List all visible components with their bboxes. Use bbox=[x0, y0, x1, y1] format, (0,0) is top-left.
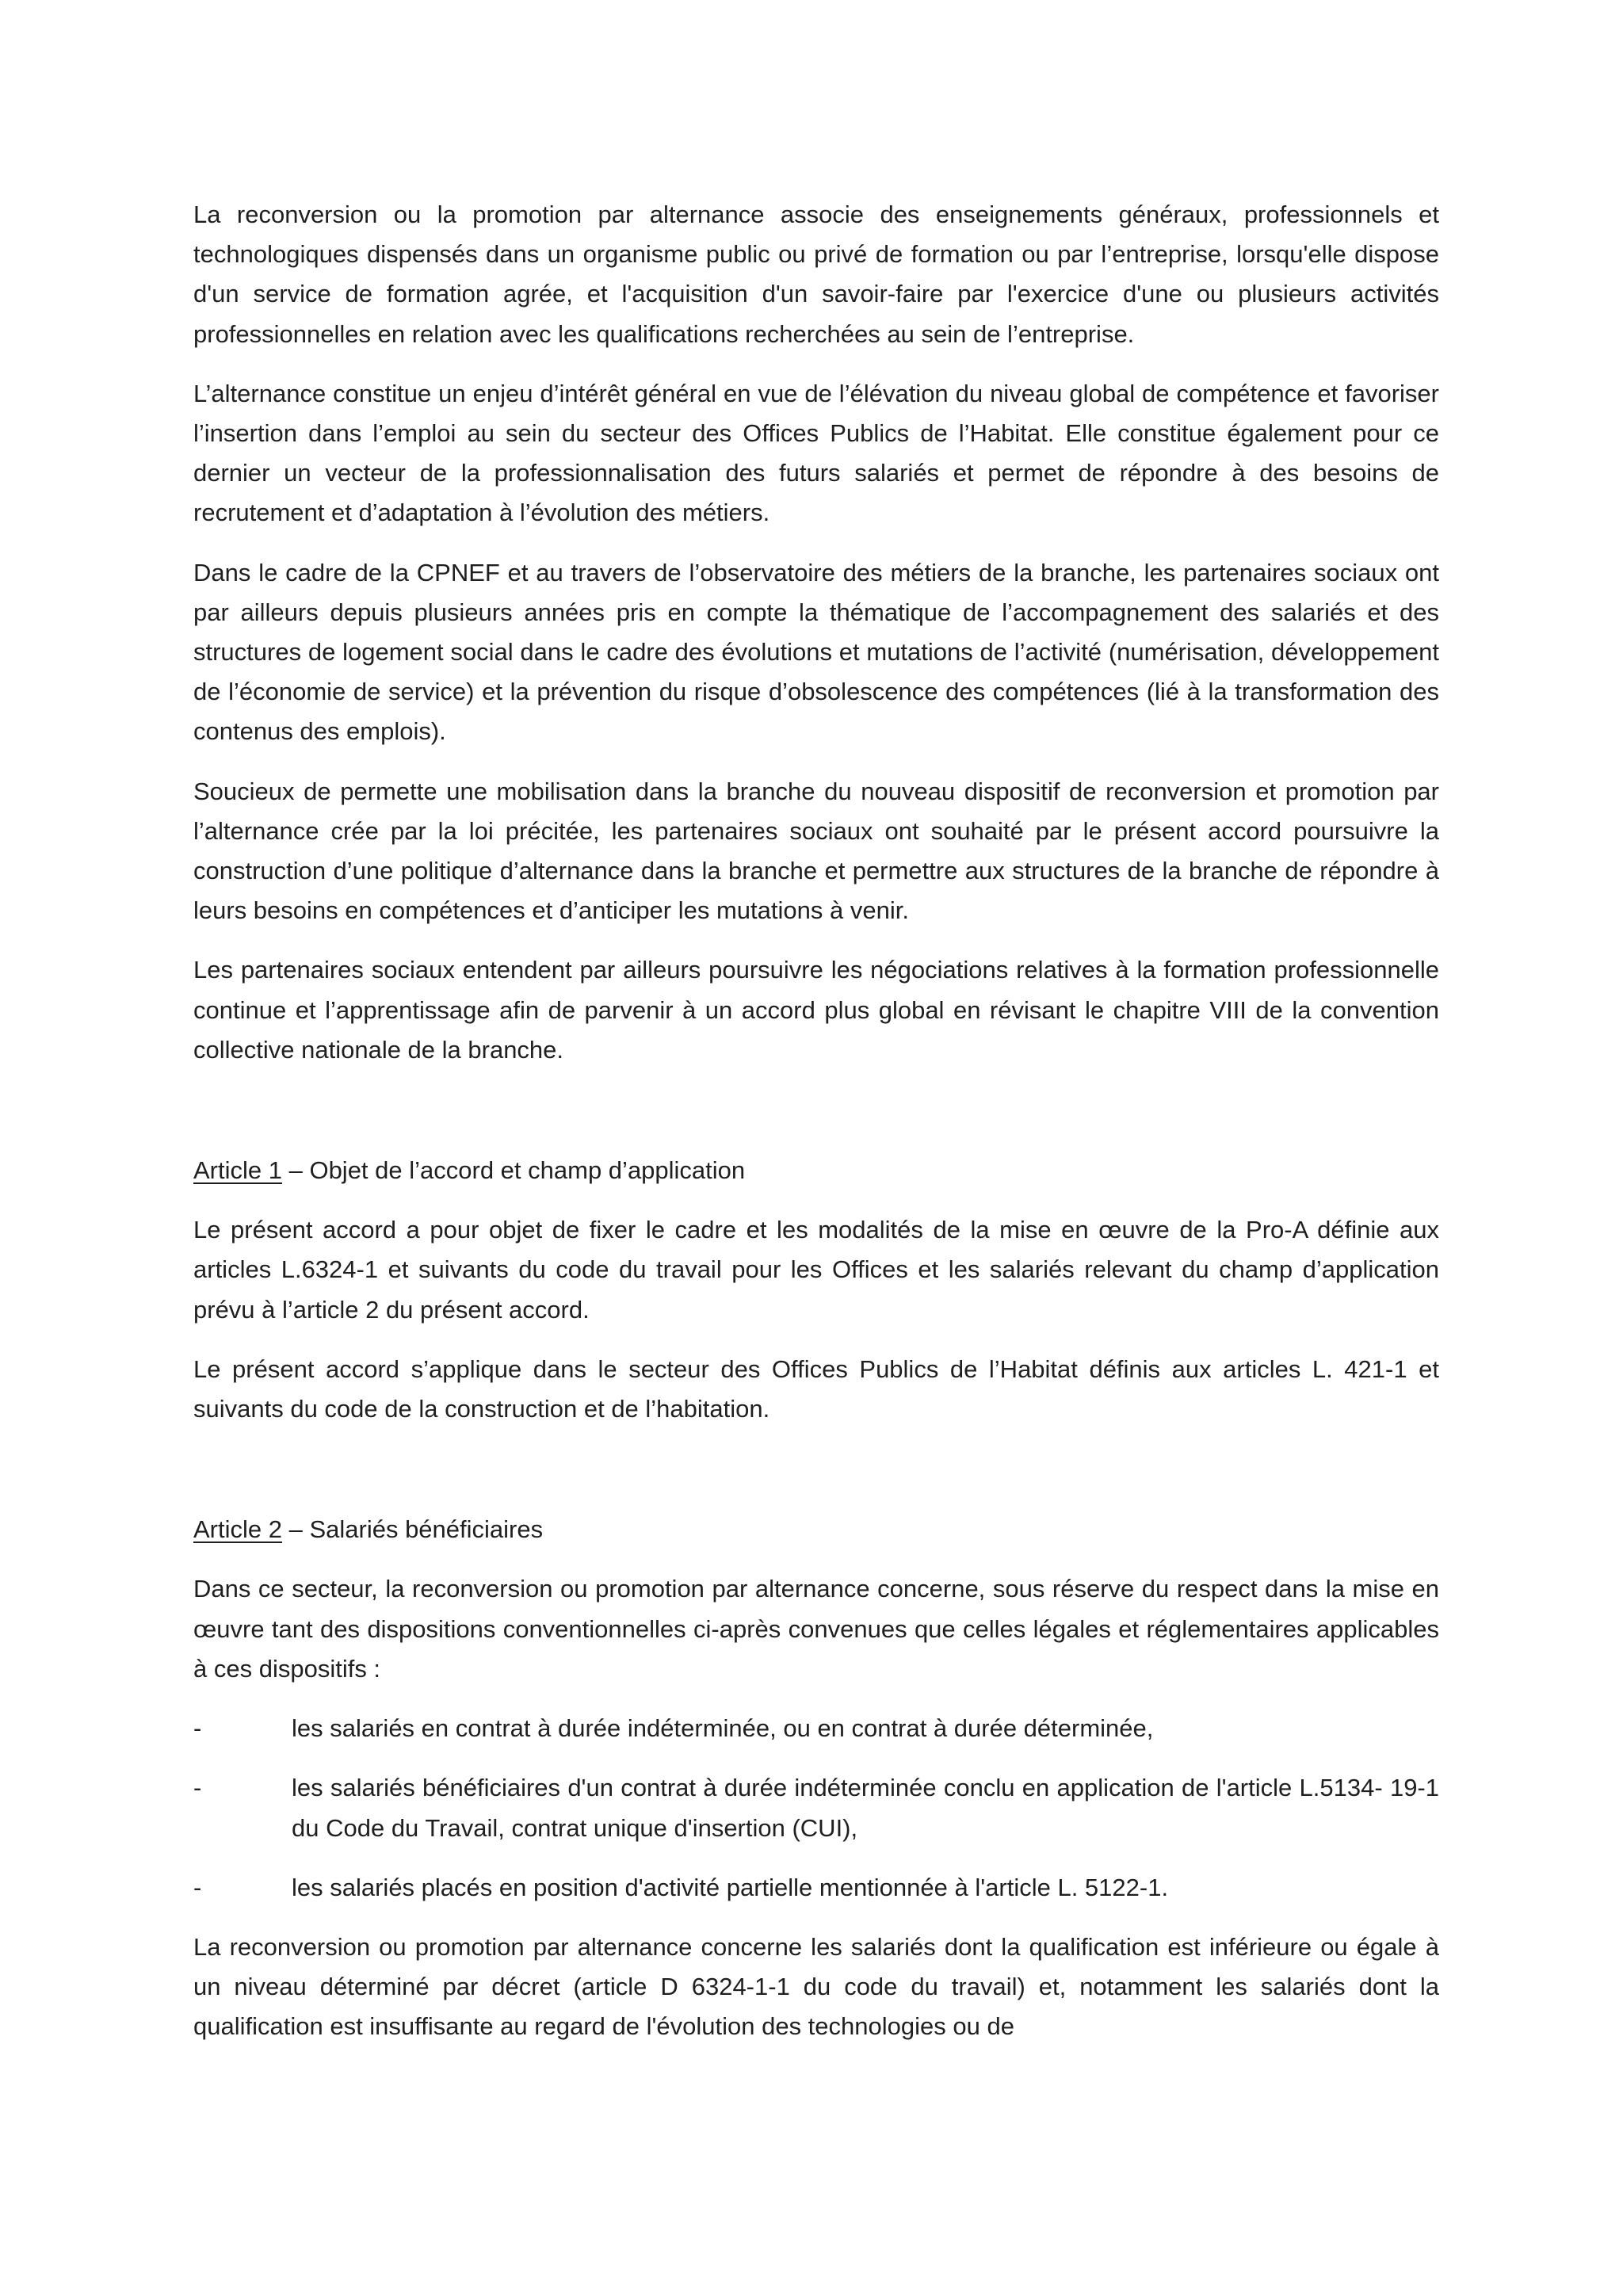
article-1-paragraph-2: Le présent accord s’applique dans le secteur des Offices Publics de l’Habitat définis aux articles L. 421-1 et suivants du code de la construction et de l’habitation. bbox=[193, 1354, 1439, 1423]
article-1-paragraph-1: Le présent accord a pour objet de fixer le cadre et les modalités de la mise en œuvre de la Pro-A définie aux articles L.6324-1 et suivants du code du travail pour les Offices et les salariés relevant du champ d’application prévu à l’article 2 du présent accord. bbox=[193, 1216, 1439, 1324]
list-item-text: les salariés en contrat à durée indéterminée, ou en contrat à durée déterminée, bbox=[292, 1714, 1154, 1743]
list-item bbox=[193, 1868, 1439, 1908]
beneficiaries-list bbox=[193, 1709, 1439, 1908]
article-1-number: Article 1 bbox=[193, 1156, 282, 1185]
list-item-text: les salariés placés en position d'activité partielle mentionnée à l'article L. 5122-1. bbox=[292, 1873, 1169, 1901]
document-page bbox=[193, 195, 1439, 2067]
list-dash-marker: - bbox=[193, 1714, 202, 1743]
preamble-paragraph-2: L’alternance constitue un enjeu d’intérêt général en vue de l’élévation du niveau global de compétence et favoriser l’insertion dans l’emploi au sein du secteur des Offices Publics de l’Habitat. Elle constitue également pour ce dernier un vecteur de la professionnalisation des futurs salariés et permet de répondre à des besoins de recrutement et d’adaptation à l’évolution des métiers. bbox=[193, 379, 1439, 527]
article-2-separator: – bbox=[281, 1515, 310, 1544]
list-item bbox=[193, 1709, 1439, 1748]
section-spacer bbox=[193, 1449, 1439, 1510]
article-2-number: Article 2 bbox=[193, 1515, 282, 1544]
article-2-intro: Dans ce secteur, la reconversion ou promotion par alternance concerne, sous réserve du respect dans la mise en œuvre tant des dispositions conventionnelles ci-après convenues que celles légales et réglementaires applicables à ces dispositifs : bbox=[193, 1575, 1439, 1683]
preamble-paragraph-4: Soucieux de permette une mobilisation dans la branche du nouveau dispositif de reconversion et promotion par l’alternance crée par la loi précitée, les partenaires sociaux ont souhaité par le présent accord poursuivre la construction d’une politique d’alternance dans la branche et permettre aux structures de la branche de répondre à leurs besoins en compétences et d’anticiper les mutations à venir. bbox=[193, 777, 1439, 925]
article-2-section bbox=[193, 1510, 1439, 2046]
article-1-section bbox=[193, 1151, 1439, 1429]
article-1-heading bbox=[193, 1151, 1439, 1190]
article-2-closing-paragraph: La reconversion ou promotion par alternance concerne les salariés dont la qualification est inférieure ou égale à un niveau déterminé par décret (article D 6324-1-1 du code du travail) et, notamment les salariés dont la qualification est insuffisante au regard de l'évolution des technologies ou de bbox=[193, 1932, 1439, 2041]
article-1-separator: – bbox=[281, 1156, 310, 1185]
list-item bbox=[193, 1768, 1439, 1847]
preamble-section bbox=[193, 195, 1439, 1070]
list-dash-marker: - bbox=[193, 1873, 202, 1901]
article-2-heading bbox=[193, 1510, 1439, 1549]
list-item-text: les salariés bénéficiaires d'un contrat à durée indéterminée conclu en application de l'article L.5134- 19-1 du Code du Travail, contrat unique d'insertion (CUI), bbox=[292, 1774, 1439, 1842]
article-2-title: Salariés bénéficiaires bbox=[309, 1515, 544, 1544]
section-spacer bbox=[193, 1090, 1439, 1151]
preamble-paragraph-1: La reconversion ou la promotion par alternance associe des enseignements généraux, professionnels et technologiques dispensés dans un organisme public ou privé de formation ou par l’entreprise, lorsqu'elle dispose d'un service de formation agrée, et l'acquisition d'un savoir-faire par l'exercice d'une ou plusieurs activités professionnelles en relation avec les qualifications recherchées au sein de l’entreprise. bbox=[193, 201, 1439, 348]
preamble-paragraph-3: Dans le cadre de la CPNEF et au travers de l’observatoire des métiers de la branche, les partenaires sociaux ont par ailleurs depuis plusieurs années pris en compte la thématique de l’accompagnement des salariés et des structures de logement social dans le cadre des évolutions et mutations de l’activité (numérisation, développement de l’économie de service) et la prévention du risque d’obsolescence des compétences (lié à la transformation des contenus des emplois). bbox=[193, 558, 1439, 746]
preamble-paragraph-5: Les partenaires sociaux entendent par ailleurs poursuivre les négociations relatives à la formation professionnelle continue et l’apprentissage afin de parvenir à un accord plus global en révisant le chapitre VIII de la convention collective nationale de la branche. bbox=[193, 956, 1439, 1064]
list-dash-marker: - bbox=[193, 1774, 202, 1802]
article-1-title: Objet de l’accord et champ d’application bbox=[309, 1156, 746, 1185]
